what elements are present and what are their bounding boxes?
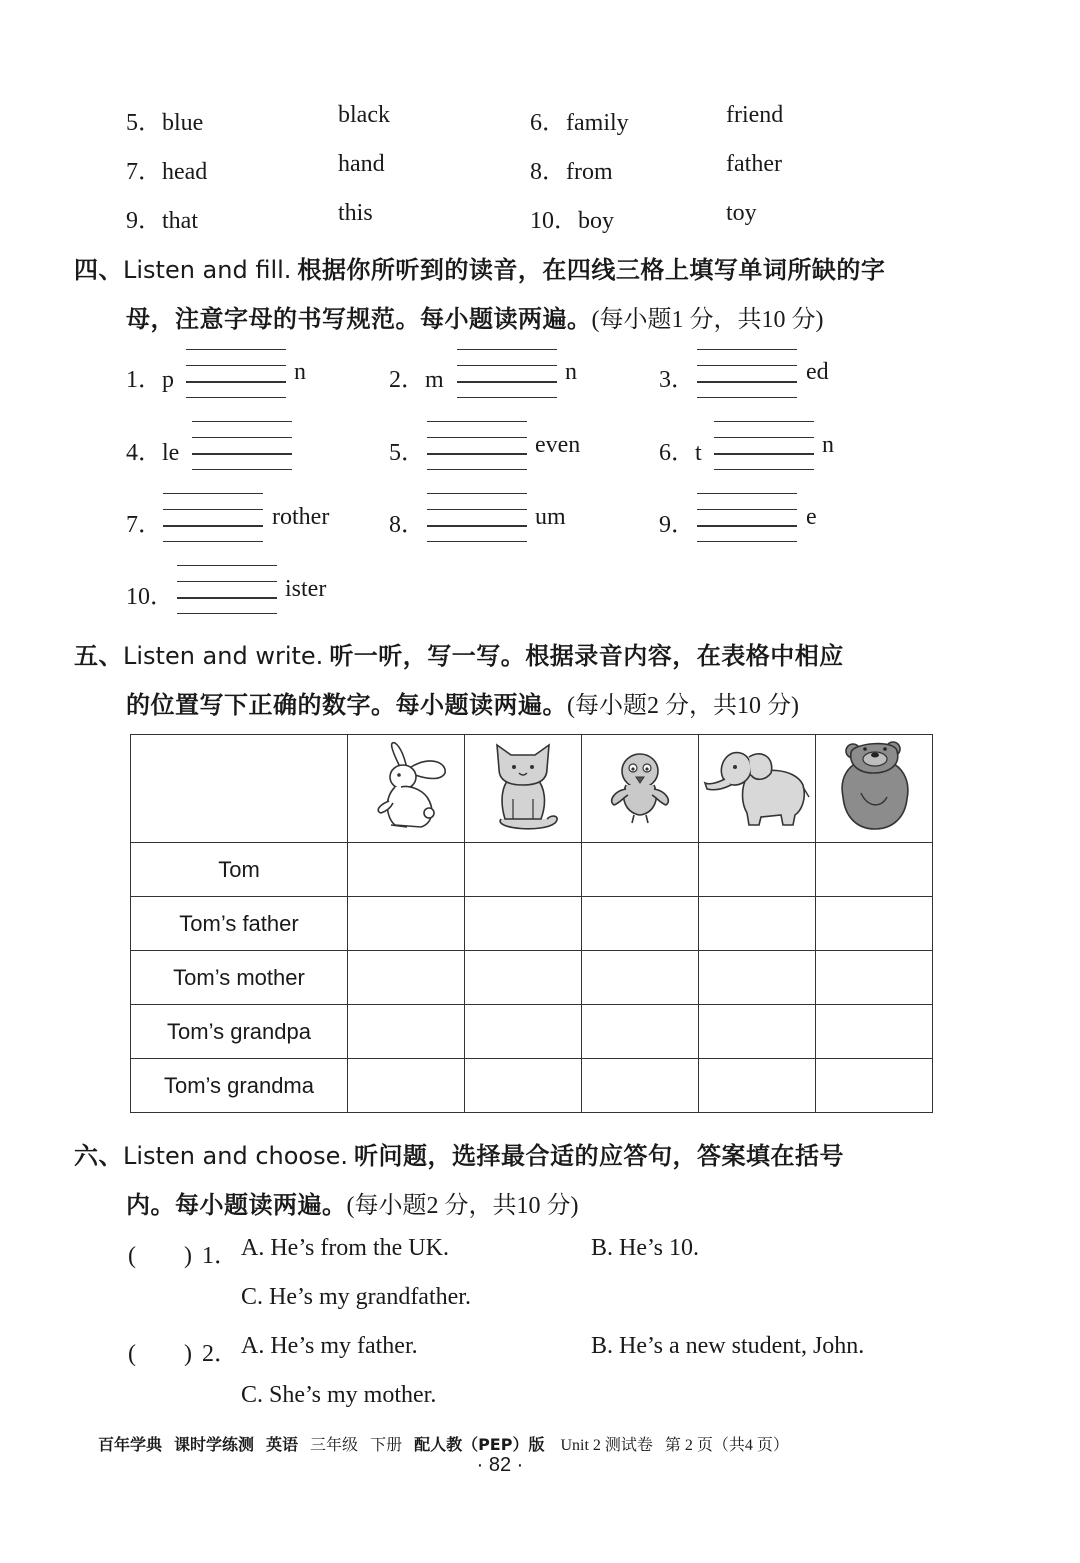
pair-10: 10．boy bbox=[530, 208, 614, 234]
bear-cell bbox=[816, 735, 933, 843]
answer-cell[interactable] bbox=[582, 843, 699, 897]
answer-paren-2[interactable]: ( ) bbox=[128, 1341, 192, 1367]
answer-cell[interactable] bbox=[465, 951, 582, 1005]
fill-item-7-suffix: rother bbox=[272, 504, 330, 530]
answer-cell[interactable] bbox=[699, 1059, 816, 1113]
answer-cell[interactable] bbox=[699, 897, 816, 951]
fill-item-8: 8． bbox=[389, 512, 425, 538]
question-1-option-a: A. He’s from the UK. bbox=[241, 1235, 449, 1261]
question-2-option-c: C. She’s my mother. bbox=[241, 1382, 437, 1408]
table-row bbox=[131, 843, 933, 897]
fill-item-10: 10． bbox=[126, 584, 174, 610]
answer-cell[interactable] bbox=[348, 951, 465, 1005]
answer-cell[interactable] bbox=[582, 1005, 699, 1059]
row-label-toms-grandma: Tom’s grandma bbox=[131, 1059, 348, 1113]
answer-paren-1[interactable]: ( ) bbox=[128, 1243, 192, 1269]
four-line-grid-9[interactable] bbox=[697, 493, 797, 541]
question-1-option-c: C. He’s my grandfather. bbox=[241, 1284, 471, 1310]
table-row bbox=[131, 951, 933, 1005]
section-4-heading: 四、Listen and fill. 根据你所听到的读音，在四线三格上填写单词所缺的字 bbox=[74, 256, 886, 284]
table-row bbox=[131, 1005, 933, 1059]
answer-cell[interactable] bbox=[348, 843, 465, 897]
answer-cell[interactable] bbox=[816, 1005, 933, 1059]
pair-10-word2: toy bbox=[726, 200, 757, 226]
elephant-icon bbox=[703, 741, 811, 831]
bear-icon bbox=[831, 737, 917, 835]
question-2-option-a: A. He’s my father. bbox=[241, 1333, 418, 1359]
four-line-grid-1[interactable] bbox=[186, 349, 286, 397]
pair-9-word2: this bbox=[338, 200, 373, 226]
pair-8-word2: father bbox=[726, 151, 782, 177]
section-5-heading-line2: 的位置写下正确的数字。每小题读两遍。(每小题2 分，共10 分) bbox=[126, 691, 799, 719]
four-line-grid-6[interactable] bbox=[714, 421, 814, 469]
table-row bbox=[131, 897, 933, 951]
answer-cell[interactable] bbox=[699, 951, 816, 1005]
question-2-option-b: B. He’s a new student, John. bbox=[591, 1333, 865, 1359]
four-line-grid-3[interactable] bbox=[697, 349, 797, 397]
answer-cell[interactable] bbox=[582, 897, 699, 951]
section-5-heading: 五、Listen and write. 听一听，写一写。根据录音内容，在表格中相应 bbox=[74, 642, 844, 670]
pair-6: 6．family bbox=[530, 110, 629, 136]
four-line-grid-2[interactable] bbox=[457, 349, 557, 397]
answer-cell[interactable] bbox=[348, 1005, 465, 1059]
answer-cell[interactable] bbox=[465, 1005, 582, 1059]
answer-cell[interactable] bbox=[699, 843, 816, 897]
answer-cell[interactable] bbox=[465, 897, 582, 951]
question-1-number: 1． bbox=[202, 1243, 238, 1269]
fill-item-3: 3． bbox=[659, 367, 695, 393]
answer-table bbox=[130, 734, 933, 1113]
bird-icon bbox=[600, 741, 680, 831]
fill-item-2-suffix: n bbox=[565, 359, 577, 385]
answer-cell[interactable] bbox=[816, 897, 933, 951]
rabbit-icon bbox=[361, 739, 451, 834]
elephant-cell bbox=[699, 735, 816, 843]
answer-cell[interactable] bbox=[348, 1059, 465, 1113]
pair-7: 7．head bbox=[126, 159, 208, 185]
question-1-option-b: B. He’s 10. bbox=[591, 1235, 699, 1261]
cat-icon bbox=[483, 739, 563, 834]
four-line-grid-4[interactable] bbox=[192, 421, 292, 469]
fill-item-9-suffix: e bbox=[806, 504, 817, 530]
fill-item-5-suffix: even bbox=[535, 432, 581, 458]
answer-cell[interactable] bbox=[582, 1059, 699, 1113]
fill-item-6-suffix: n bbox=[822, 432, 834, 458]
answer-cell[interactable] bbox=[465, 843, 582, 897]
four-line-grid-5[interactable] bbox=[427, 421, 527, 469]
pair-8: 8．from bbox=[530, 159, 613, 185]
section-4-heading-line2: 母，注意字母的书写规范。每小题读两遍。(每小题1 分，共10 分) bbox=[126, 305, 824, 333]
row-label-tom: Tom bbox=[131, 843, 348, 897]
fill-item-3-suffix: ed bbox=[806, 359, 829, 385]
answer-cell[interactable] bbox=[582, 951, 699, 1005]
fill-item-9: 9． bbox=[659, 512, 695, 538]
pair-9: 9．that bbox=[126, 208, 198, 234]
section-6-heading: 六、Listen and choose. 听问题，选择最合适的应答句，答案填在括号 bbox=[74, 1142, 845, 1170]
fill-item-5: 5． bbox=[389, 440, 425, 466]
fill-item-10-suffix: ister bbox=[285, 576, 327, 602]
row-label-toms-father: Tom’s father bbox=[131, 897, 348, 951]
fill-item-1: 1．p bbox=[126, 367, 174, 393]
pair-5: 5．blue bbox=[126, 110, 204, 136]
answer-cell[interactable] bbox=[816, 951, 933, 1005]
row-label-toms-grandpa: Tom’s grandpa bbox=[131, 1005, 348, 1059]
fill-item-6: 6．t bbox=[659, 440, 702, 466]
answer-cell[interactable] bbox=[465, 1059, 582, 1113]
page-number: · 82 · bbox=[476, 1454, 524, 1476]
answer-cell[interactable] bbox=[699, 1005, 816, 1059]
pair-6-word2: friend bbox=[726, 102, 784, 128]
fill-item-2: 2．m bbox=[389, 367, 444, 393]
pair-5-word2: black bbox=[338, 102, 390, 128]
bird-cell bbox=[582, 735, 699, 843]
fill-item-7: 7． bbox=[126, 512, 162, 538]
fill-item-4: 4．le bbox=[126, 440, 180, 466]
answer-cell[interactable] bbox=[348, 897, 465, 951]
answer-cell[interactable] bbox=[816, 1059, 933, 1113]
table-corner-cell bbox=[131, 735, 348, 843]
section-6-heading-line2: 内。每小题读两遍。(每小题2 分，共10 分) bbox=[126, 1191, 579, 1219]
footer-line: 百年学典 课时学练测 英语 三年级 下册 配人教（PEP）版 Unit 2 测试卷 第 2 页（共4 页） bbox=[98, 1435, 789, 1454]
question-2-number: 2． bbox=[202, 1341, 238, 1367]
rabbit-cell bbox=[348, 735, 465, 843]
pair-7-word2: hand bbox=[338, 151, 385, 177]
four-line-grid-7[interactable] bbox=[163, 493, 263, 541]
cat-cell bbox=[465, 735, 582, 843]
four-line-grid-8[interactable] bbox=[427, 493, 527, 541]
fill-item-8-suffix: um bbox=[535, 504, 566, 530]
answer-cell[interactable] bbox=[816, 843, 933, 897]
row-label-toms-mother: Tom’s mother bbox=[131, 951, 348, 1005]
fill-item-1-suffix: n bbox=[294, 359, 306, 385]
table-row bbox=[131, 1059, 933, 1113]
four-line-grid-10[interactable] bbox=[177, 565, 277, 613]
